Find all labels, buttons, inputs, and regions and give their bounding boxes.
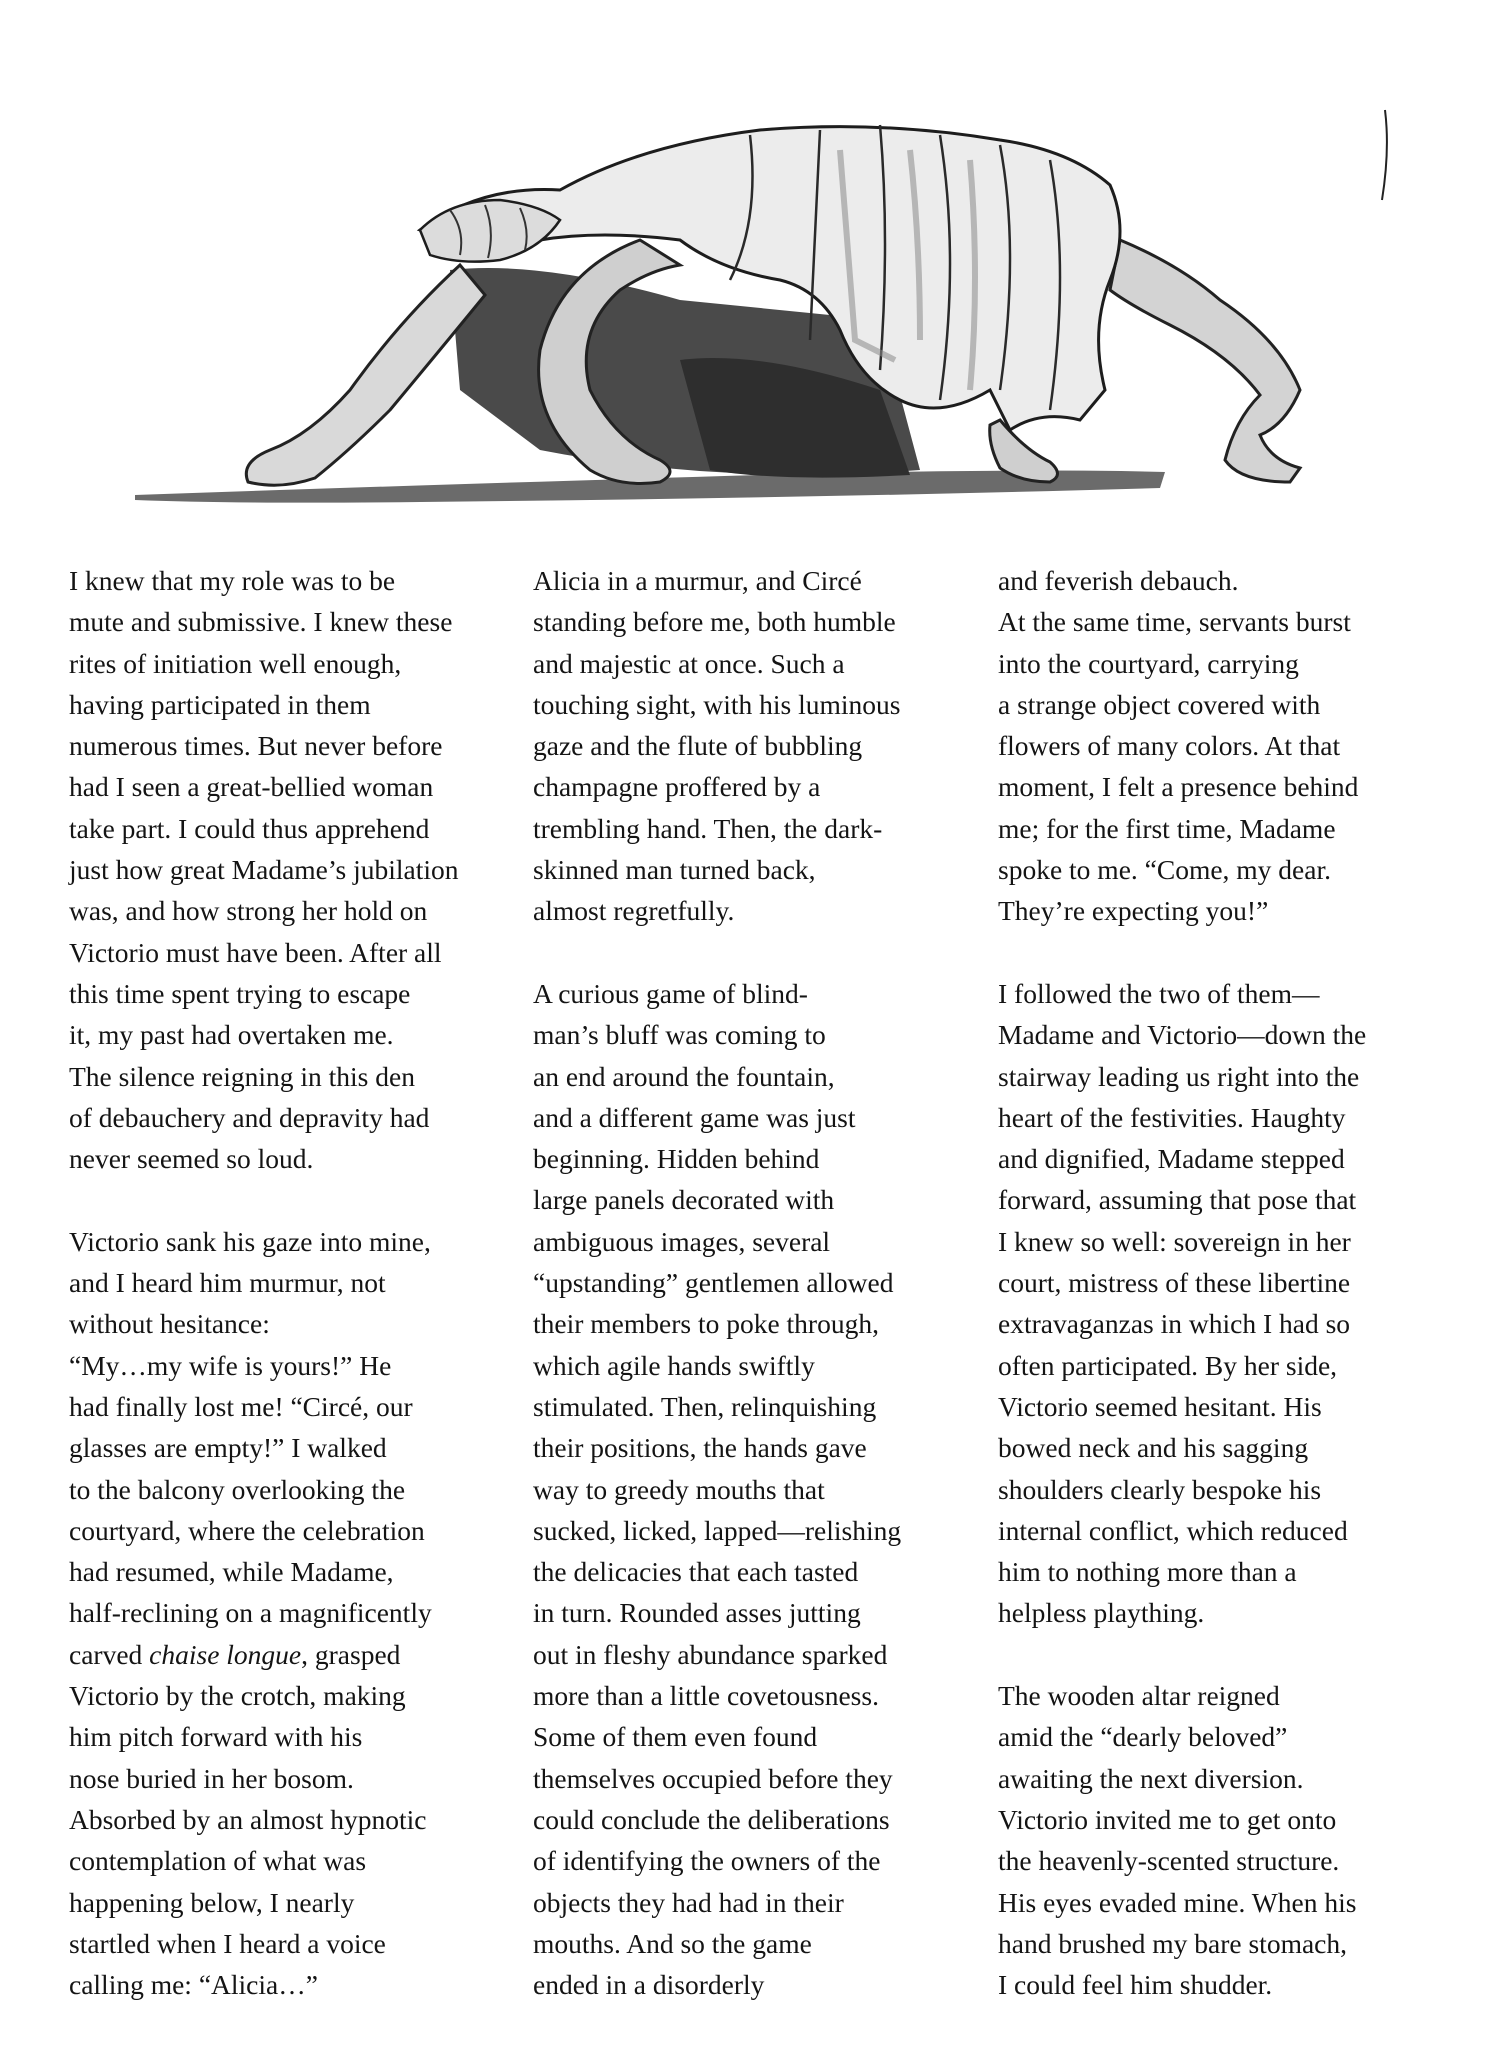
text-line: Madame and Victorio—down the — [998, 1019, 1367, 1051]
text-line: numerous times. But never before — [69, 730, 443, 762]
text-line: objects they had had in their — [533, 1886, 844, 1918]
text-line: forward, assuming that pose that — [998, 1184, 1357, 1216]
text-line: internal conflict, which reduced — [998, 1514, 1348, 1546]
text-line: almost regretfully. — [533, 895, 735, 927]
text-line: ambiguous images, several — [533, 1225, 831, 1257]
text-line: amid the “dearly beloved” — [998, 1721, 1288, 1753]
text-line: him to nothing more than a — [998, 1556, 1297, 1588]
text-line: beginning. Hidden behind — [533, 1143, 820, 1175]
text-line: this time spent trying to escape — [69, 977, 411, 1009]
text-line: him pitch forward with his — [69, 1721, 363, 1753]
text-line: shoulders clearly bespoke his — [998, 1473, 1322, 1505]
text-line: without hesitance: — [69, 1308, 270, 1340]
text-line: His eyes evaded mine. When his — [998, 1886, 1357, 1918]
text-line: Alicia in a murmur, and Circé — [533, 565, 862, 596]
text-line: could conclude the deliberations — [533, 1803, 890, 1835]
text-line: and feverish debauch. — [998, 565, 1239, 596]
text-line: Victorio invited me to get onto — [998, 1803, 1337, 1835]
text-line: was, and how strong her hold on — [69, 895, 428, 927]
text-line: courtyard, where the celebration — [69, 1514, 425, 1546]
text-line: glasses are empty!” I walked — [69, 1432, 387, 1464]
text-line: had finally lost me! “Circé, our — [69, 1390, 413, 1422]
text-line: out in fleshy abundance sparked — [533, 1638, 888, 1670]
text-line: mouths. And so the game — [533, 1927, 812, 1959]
text-line: take part. I could thus apprehend — [69, 812, 430, 844]
text-line: an end around the fountain, — [533, 1060, 835, 1092]
text-line: They’re expecting you!” — [998, 895, 1269, 927]
text-line: bowed neck and his sagging — [998, 1432, 1309, 1464]
text-line: I knew that my role was to be — [69, 565, 396, 596]
text-line: I knew so well: sovereign in her — [998, 1225, 1351, 1257]
text-line: their members to poke through, — [533, 1308, 879, 1340]
text-line: to the balcony overlooking the — [69, 1473, 406, 1505]
text-line: a strange object covered with — [998, 688, 1321, 720]
text-line: champagne proffered by a — [533, 771, 821, 803]
text-line: and I heard him murmur, not — [69, 1267, 386, 1299]
text-line: happening below, I nearly — [69, 1886, 355, 1918]
text-line: themselves occupied before they — [533, 1762, 893, 1794]
text-line: man’s bluff was coming to — [533, 1019, 826, 1051]
text-line: The wooden altar reigned — [998, 1680, 1280, 1712]
text-line: Victorio by the crotch, making — [69, 1680, 406, 1712]
text-line: trembling hand. Then, the dark- — [533, 812, 883, 844]
text-line: Absorbed by an almost hypnotic — [69, 1803, 427, 1835]
text-line: standing before me, both humble — [533, 606, 896, 638]
text-line: just how great Madame’s jubilation — [69, 854, 459, 886]
text-line: large panels decorated with — [533, 1184, 835, 1216]
text-column-3 — [998, 560, 1438, 2005]
text-line: hand brushed my bare stomach, — [998, 1927, 1348, 1959]
text-column-2 — [533, 560, 973, 2005]
text-line: Victorio must have been. After all — [69, 936, 442, 968]
text-line: half-reclining on a magnificently — [69, 1597, 432, 1629]
text-line: and majestic at once. Such a — [533, 647, 845, 679]
text-line: which agile hands swiftly — [533, 1349, 815, 1381]
text-line: and dignified, Madame stepped — [998, 1143, 1345, 1175]
text-line: Victorio seemed hesitant. His — [998, 1390, 1322, 1422]
text-line: stimulated. Then, relinquishing — [533, 1390, 877, 1422]
text-line: mute and submissive. I knew these — [69, 606, 453, 638]
text-line: more than a little covetousness. — [533, 1680, 879, 1712]
text-line: At the same time, servants burst — [998, 606, 1351, 638]
text-line: of identifying the owners of the — [533, 1845, 881, 1877]
text-line: court, mistress of these libertine — [998, 1267, 1351, 1299]
text-line: ended in a disorderly — [533, 1969, 765, 2001]
text-line: rites of initiation well enough, — [69, 647, 402, 679]
text-line: nose buried in her bosom. — [69, 1762, 354, 1794]
text-line: the heavenly-scented structure. — [998, 1845, 1340, 1877]
text-line: sucked, licked, lapped—relishing — [533, 1514, 902, 1546]
text-line: The silence reigning in this den — [69, 1060, 415, 1092]
text-line: Victorio sank his gaze into mine, — [69, 1225, 431, 1257]
text-line: me; for the first time, Madame — [998, 812, 1336, 844]
text-line: I could feel him shudder. — [998, 1969, 1273, 2001]
text-line: often participated. By her side, — [998, 1349, 1338, 1381]
text-line: way to greedy mouths that — [533, 1473, 825, 1505]
text-line: startled when I heard a voice — [69, 1927, 386, 1959]
text-line: into the courtyard, carrying — [998, 647, 1299, 679]
text-line: the delicacies that each tasted — [533, 1556, 859, 1588]
text-line: and a different game was just — [533, 1101, 856, 1133]
text-line: stairway leading us right into the — [998, 1060, 1360, 1092]
text-line: A curious game of blind- — [533, 977, 808, 1009]
text-line: their positions, the hands gave — [533, 1432, 867, 1464]
text-line: flowers of many colors. At that — [998, 730, 1341, 762]
text-line: Some of them even found — [533, 1721, 818, 1753]
paragraph-break — [998, 1634, 1438, 1675]
italic-phrase: chaise longue — [149, 1638, 302, 1670]
text-line: had resumed, while Madame, — [69, 1556, 394, 1588]
paragraph-break — [998, 932, 1438, 973]
text-line: extravaganzas in which I had so — [998, 1308, 1351, 1340]
text-line: carved chaise longue, grasped — [69, 1638, 401, 1670]
text-line: having participated in them — [69, 688, 371, 720]
text-line: moment, I felt a presence behind — [998, 771, 1359, 803]
text-line: touching sight, with his luminous — [533, 688, 901, 720]
text-line: awaiting the next diversion. — [998, 1762, 1304, 1794]
illustration-draped-table — [120, 90, 1410, 540]
text-line: heart of the festivities. Haughty — [998, 1101, 1346, 1133]
text-line: “upstanding” gentlemen allowed — [533, 1267, 894, 1299]
text-line: never seemed so loud. — [69, 1143, 314, 1175]
text-line: skinned man turned back, — [533, 854, 816, 886]
text-line: helpless plaything. — [998, 1597, 1205, 1629]
text-line: contemplation of what was — [69, 1845, 367, 1877]
text-line: it, my past had overtaken me. — [69, 1019, 394, 1051]
text-line: I followed the two of them— — [998, 977, 1320, 1009]
text-line: of debauchery and depravity had — [69, 1101, 430, 1133]
text-line: gaze and the flute of bubbling — [533, 730, 863, 762]
paragraph-break — [69, 1179, 509, 1220]
text-line: in turn. Rounded asses jutting — [533, 1597, 861, 1629]
paragraph-break — [533, 932, 973, 973]
text-line: had I seen a great-bellied woman — [69, 771, 434, 803]
text-line: spoke to me. “Come, my dear. — [998, 854, 1331, 886]
text-column-1 — [69, 560, 509, 2005]
text-line: calling me: “Alicia…” — [69, 1969, 318, 2001]
text-line: “My…my wife is yours!” He — [69, 1349, 392, 1381]
